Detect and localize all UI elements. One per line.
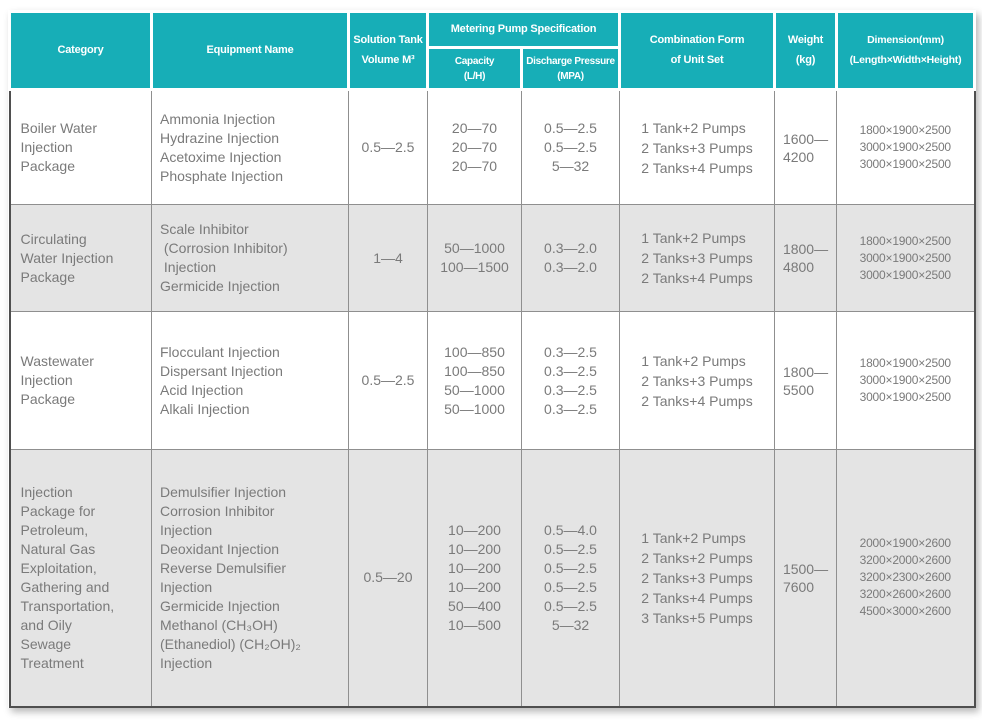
- cell-capacity: [428, 90, 522, 205]
- cell-line: Phosphate Injection: [160, 167, 283, 184]
- cell-line: 1800×1900×2500: [859, 233, 951, 248]
- cell-category: [10, 450, 152, 707]
- cell-category: [10, 205, 152, 312]
- header-label: Equipment Name: [206, 44, 294, 56]
- cell-line: 5500: [782, 381, 815, 398]
- cell-line: 4800: [782, 259, 815, 275]
- cell-line: and Oily: [20, 616, 72, 633]
- cell-line: Acetoxime Injection: [160, 148, 282, 165]
- col-header-equipment-name: [152, 12, 349, 90]
- cell-line: Petroleum,: [20, 521, 89, 538]
- cell-discharge-pressure: [522, 205, 620, 312]
- cell-tank-volume: [349, 90, 428, 205]
- cell-line: 0.3—2.0: [544, 259, 597, 275]
- cell-line: 100—850: [444, 343, 505, 360]
- table-row: [10, 90, 975, 205]
- table-row: [10, 205, 975, 312]
- cell-line: 3000×1900×2500: [859, 157, 951, 171]
- cell-line: 0.5—4.0: [544, 521, 597, 538]
- cell-line: Ammonia Injection: [160, 110, 276, 127]
- cell-line: Scale Inhibitor: [160, 221, 249, 237]
- table-header: [10, 12, 975, 90]
- cell-line: 3000×1900×2500: [859, 373, 951, 387]
- header-label: Volume M³: [361, 54, 415, 66]
- cell-line: 2 Tanks+3 Pumps: [641, 569, 753, 586]
- cell-line: 10—200: [448, 578, 501, 595]
- cell-dimension: [837, 205, 975, 312]
- cell-line: 20—70: [451, 139, 498, 155]
- cell-line: 0.5—2.5: [361, 372, 415, 388]
- cell-line: 2 Tanks+4 Pumps: [641, 159, 753, 176]
- table-row: [10, 450, 975, 707]
- cell-line: Wastewater: [20, 353, 94, 369]
- header-label: (L/H): [463, 70, 486, 82]
- cell-line: 100—850: [444, 362, 505, 379]
- cell-line: 3200×2600×2600: [859, 587, 951, 602]
- cell-line: 50—400: [448, 597, 501, 614]
- table-row: [10, 312, 975, 450]
- cell-line: 3000×1900×2500: [859, 140, 951, 154]
- cell-weight: [775, 205, 837, 312]
- cell-text-block: [641, 118, 752, 178]
- cell-discharge-pressure: [522, 312, 620, 450]
- cell-line: 0.3—2.0: [544, 240, 597, 256]
- cell-text-block: [783, 240, 828, 276]
- cell-capacity: [428, 312, 522, 450]
- header-label: Discharge Pressure: [526, 55, 615, 67]
- cell-capacity: [428, 205, 522, 312]
- cell-text-block: [860, 535, 951, 620]
- cell-line: 1 Tank+2 Pumps: [641, 119, 746, 136]
- cell-line: 1800—: [782, 363, 829, 380]
- cell-text-block: [860, 355, 951, 406]
- cell-line: Injection: [160, 259, 217, 275]
- cell-line: 0.5—2.5: [544, 578, 597, 595]
- cell-discharge-pressure: [522, 450, 620, 707]
- cell-equipment-name: [152, 90, 349, 205]
- cell-line: Package for: [20, 502, 96, 519]
- col-header-category: [10, 12, 152, 90]
- cell-line: 2 Tanks+4 Pumps: [641, 392, 753, 409]
- cell-dimension: [837, 90, 975, 205]
- cell-line: Hydrazine Injection: [160, 129, 280, 146]
- cell-text-block: [641, 528, 752, 628]
- cell-line: 50—1000: [444, 400, 505, 417]
- cell-line: Corrosion Inhibitor: [160, 502, 275, 519]
- cell-equipment-name: [152, 205, 349, 312]
- cell-line: 1600—: [782, 130, 829, 147]
- cell-line: Dispersant Injection: [160, 362, 283, 379]
- cell-line: 0.5—2.5: [361, 139, 415, 155]
- cell-line: 5—32: [551, 158, 590, 174]
- cell-line: Injection: [160, 578, 213, 595]
- cell-line: 100—1500: [440, 259, 509, 275]
- equipment-spec-table: [8, 10, 976, 708]
- cell-line: 1800—: [782, 241, 829, 257]
- cell-line: Flocculant Injection: [160, 343, 280, 360]
- cell-line: 0.5—2.5: [544, 559, 597, 576]
- cell-text-block: [641, 228, 752, 288]
- cell-line: Reverse Demulsifier: [160, 559, 287, 576]
- cell-equipment-name: [152, 450, 349, 707]
- cell-tank-volume: [349, 312, 428, 450]
- header-label: Metering Pump Specification: [450, 23, 597, 35]
- cell-line: Injection: [20, 139, 73, 155]
- cell-line: Injection: [160, 521, 213, 538]
- cell-line: 10—500: [448, 616, 501, 633]
- cell-line: 20—70: [451, 158, 498, 174]
- cell-dimension: [837, 450, 975, 707]
- cell-line: Methanol (CH₃OH): [160, 616, 278, 633]
- cell-text-block: [783, 363, 828, 399]
- cell-line: Deoxidant Injection: [160, 540, 280, 557]
- cell-dimension: [837, 312, 975, 450]
- col-header-metering-pump-spec: [428, 12, 620, 48]
- cell-line: Circulating: [20, 230, 87, 247]
- cell-line: 3000×1900×2500: [859, 390, 951, 404]
- cell-line: 1 Tank+2 Pumps: [641, 230, 746, 246]
- cell-line: Boiler Water: [20, 120, 98, 136]
- cell-line: 3000×1900×2500: [859, 250, 951, 265]
- cell-text-block: [641, 351, 752, 411]
- cell-line: 0.5—2.5: [544, 139, 597, 155]
- cell-combination-form: [620, 450, 775, 707]
- cell-discharge-pressure: [522, 90, 620, 205]
- cell-line: 2 Tanks+3 Pumps: [641, 250, 753, 266]
- table-body: [10, 90, 975, 707]
- col-header-capacity: [428, 48, 522, 90]
- header-label: (MPA): [557, 70, 584, 82]
- cell-line: Transportation,: [20, 597, 115, 614]
- cell-weight: [775, 312, 837, 450]
- cell-weight: [775, 450, 837, 707]
- cell-line: Demulsifier Injection: [160, 483, 287, 500]
- cell-line: 3200×2000×2600: [859, 553, 951, 568]
- cell-text-block: [860, 122, 951, 173]
- cell-line: 1—4: [373, 249, 403, 266]
- cell-line: Package: [20, 158, 75, 174]
- cell-line: 0.3—2.5: [544, 362, 597, 379]
- header-label: (kg): [795, 54, 816, 66]
- cell-line: 0.5—20: [363, 569, 413, 586]
- cell-line: 5—32: [551, 616, 590, 633]
- cell-line: Alkali Injection: [160, 400, 250, 417]
- col-header-solution-tank: [349, 12, 428, 90]
- cell-line: Germicide Injection: [160, 278, 280, 294]
- header-label: Combination Form: [649, 34, 745, 46]
- cell-tank-volume: [349, 450, 428, 707]
- cell-weight: [775, 90, 837, 205]
- cell-line: 0.5—2.5: [544, 120, 597, 136]
- header-label: Weight: [787, 34, 824, 46]
- cell-line: 1500—: [782, 560, 829, 577]
- cell-line: 2 Tanks+2 Pumps: [641, 549, 753, 566]
- cell-line: 10—200: [448, 559, 501, 576]
- cell-line: 10—200: [448, 521, 501, 538]
- cell-line: 3000×1900×2500: [859, 267, 951, 282]
- cell-line: Package: [20, 391, 75, 407]
- col-header-dimension: [837, 12, 975, 90]
- cell-line: 2000×1900×2600: [859, 536, 951, 551]
- cell-line: 3 Tanks+5 Pumps: [641, 609, 753, 626]
- col-header-weight: [775, 12, 837, 90]
- cell-line: 1 Tank+2 Pumps: [641, 529, 746, 546]
- cell-line: (Corrosion Inhibitor): [160, 240, 288, 256]
- cell-line: Germicide Injection: [160, 597, 280, 614]
- cell-text-block: [860, 233, 951, 284]
- header-label: Dimension(mm): [867, 34, 944, 46]
- cell-line: 2 Tanks+4 Pumps: [641, 270, 753, 286]
- cell-combination-form: [620, 205, 775, 312]
- cell-line: Exploitation,: [20, 559, 97, 576]
- cell-combination-form: [620, 312, 775, 450]
- header-label: Category: [57, 44, 104, 56]
- col-header-combination-form: [620, 12, 775, 90]
- cell-text-block: [783, 130, 828, 166]
- cell-tank-volume: [349, 205, 428, 312]
- cell-line: 1 Tank+2 Pumps: [641, 352, 746, 369]
- cell-line: Injection: [160, 654, 213, 671]
- cell-line: 4500×3000×2600: [859, 604, 951, 619]
- cell-line: Water Injection: [20, 249, 114, 266]
- cell-line: 1800×1900×2500: [859, 356, 951, 370]
- cell-line: 0.3—2.5: [544, 400, 597, 417]
- cell-line: 50—1000: [444, 240, 505, 256]
- cell-line: 1800×1900×2500: [859, 123, 951, 137]
- cell-text-block: [783, 560, 828, 596]
- cell-line: Natural Gas: [20, 540, 96, 557]
- header-label: (Length×Width×Height): [849, 54, 962, 66]
- cell-line: 4200: [782, 148, 815, 165]
- header-label: Solution Tank: [353, 34, 423, 46]
- cell-line: 0.3—2.5: [544, 343, 597, 360]
- cell-line: (Ethanediol) (CH₂OH)₂: [160, 635, 301, 652]
- cell-line: 7600: [782, 578, 815, 595]
- cell-line: 0.5—2.5: [544, 540, 597, 557]
- cell-line: 0.3—2.5: [544, 381, 597, 398]
- cell-line: 0.5—2.5: [544, 597, 597, 614]
- header-label: Capacity: [454, 55, 495, 67]
- cell-category: [10, 312, 152, 450]
- cell-capacity: [428, 450, 522, 707]
- cell-line: 2 Tanks+4 Pumps: [641, 589, 753, 606]
- cell-line: Acid Injection: [160, 381, 244, 398]
- cell-line: 2 Tanks+3 Pumps: [641, 139, 753, 156]
- cell-combination-form: [620, 90, 775, 205]
- cell-line: Sewage: [20, 635, 72, 652]
- col-header-discharge-pressure: [522, 48, 620, 90]
- cell-line: 20—70: [451, 120, 498, 136]
- cell-line: Injection: [20, 372, 73, 388]
- cell-line: Injection: [20, 483, 73, 500]
- cell-line: Treatment: [20, 654, 84, 671]
- cell-line: 50—1000: [444, 381, 505, 398]
- cell-line: 10—200: [448, 540, 501, 557]
- cell-line: Package: [20, 268, 75, 285]
- header-label: of Unit Set: [670, 54, 724, 66]
- cell-equipment-name: [152, 312, 349, 450]
- cell-line: Gathering and: [20, 578, 110, 595]
- cell-line: 2 Tanks+3 Pumps: [641, 372, 753, 389]
- cell-line: 3200×2300×2600: [859, 570, 951, 585]
- cell-category: [10, 90, 152, 205]
